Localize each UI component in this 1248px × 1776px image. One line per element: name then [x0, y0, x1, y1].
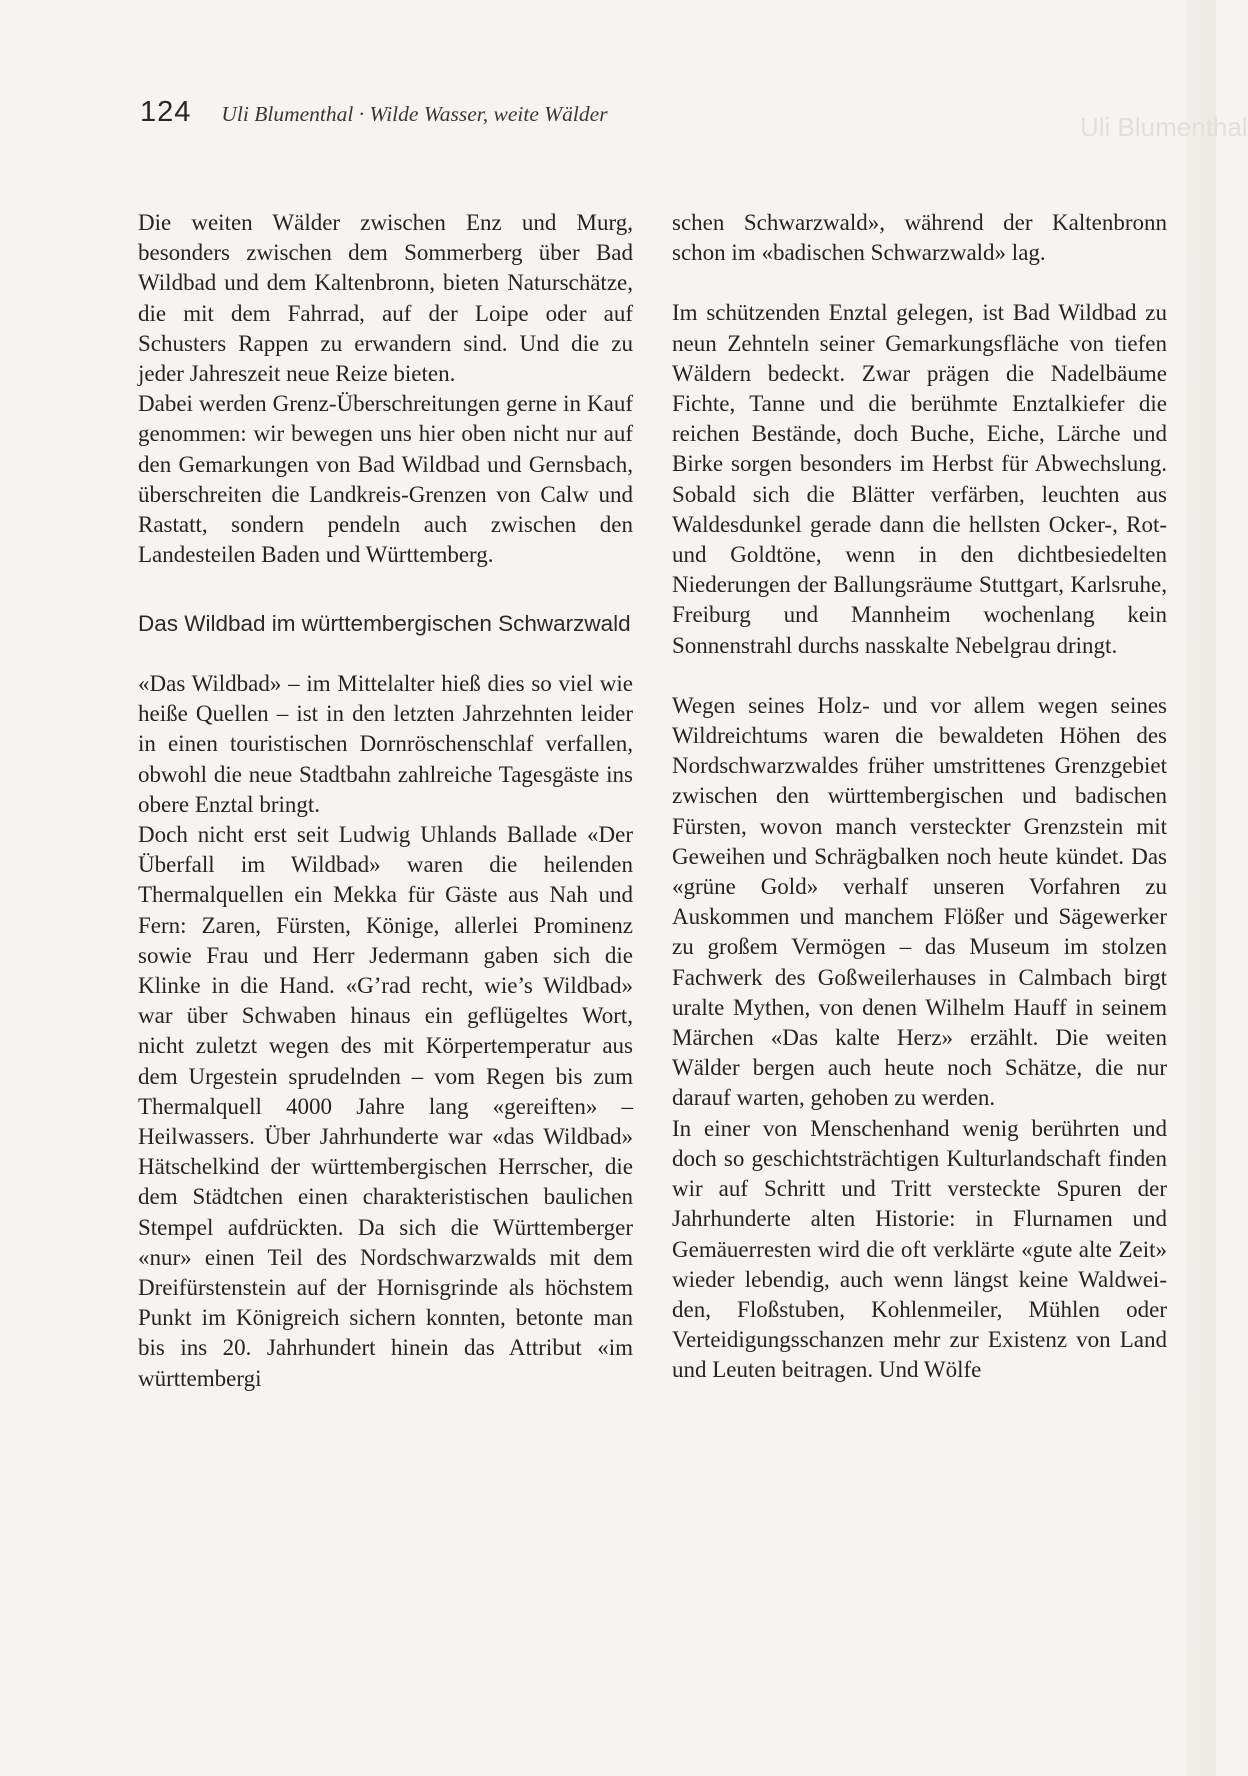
- paragraph: Wegen seines Holz- und vor allem wegen seines Wildreichtums waren die bewaldeten Höhen des Nordschwarzwaldes früher umstrittenes Grenzgebiet zwischen den württembergischen und badischen Fürsten, wovon manch versteckter Grenzstein mit Geweihen und Schrägbalken noch heute kündet. Das «grüne Gold» verhalf unseren Vorfahren zu Auskommen und manchem Flößer und Sägewerker zu großem Vermögen – das Museum im stolzen Fachwerk des Goßweilerhauses in Calmbach birgt uralte Mythen, von denen Wilhelm Hauff in seinem Märchen «Das kalte Herz» erzählt. Die weiten Wälder bergen auch heute noch Schätze, die nur darauf warten, gehoben zu werden.: [672, 692, 1167, 1111]
- show-through-text: Uli Blumenthal: [1080, 112, 1248, 142]
- right-column: [672, 208, 1167, 1386]
- paragraph: «Das Wildbad» – im Mittelalter hieß dies so viel wie heiße Quellen – ist in den letzten Jahrzehnten leider in einen touristischen Dornröschenschlaf verfallen, obwohl die neue Stadtbahn zahlreiche Tagesgäste ins obere Enztal bringt.: [138, 670, 633, 817]
- paragraph: schen Schwarzwald», während der Kaltenbronn schon im «badischen Schwarzwald» lag.: [672, 210, 1167, 266]
- running-title: Uli Blumenthal · Wilde Wasser, weite Wälder: [221, 102, 608, 126]
- page-number: 124: [140, 96, 192, 128]
- paragraph: Doch nicht erst seit Ludwig Uhlands Ballade «Der Überfall im Wildbad» waren die heilenden Thermalquellen ein Mekka für Gäste aus Nah und Fern: Zaren, Fürsten, Könige, allerlei Prominenz sowie Frau und Herr Jedermann gaben sich die Klinke in die Hand. «G’rad recht, wie’s Wildbad» war über Schwaben hinaus ein geflügeltes Wort, nicht zuletzt wegen des mit Körpertemperatur aus dem Urgestein sprudelnden – vom Regen bis zum Thermalquell 4000 Jahre lang «gereiften» – Heilwassers. Über Jahrhunderte war «das Wildbad» Hätschelkind der württembergischen Herrscher, die dem Städtchen einen charakteristischen baulichen Stempel aufdrückten. Da sich die Württemberger «nur» einen Teil des Nordschwarzwalds mit dem Dreifürstenstein auf der Hornisgrinde als höchstem Punkt im Königreich sichern konnten, betonte man bis ins 20. Jahrhundert hinein das Attribut «im württembergi: [138, 821, 633, 1391]
- running-head: [140, 96, 608, 136]
- paragraph: Die weiten Wälder zwischen Enz und Murg, besonders zwischen dem Sommerberg über Bad Wildbad und dem Kaltenbronn, bieten Naturschätze, die mit dem Fahrrad, auf der Loipe oder auf Schusters Rappen zu erwandern sind. Und die zu jeder Jahreszeit neue Reize bieten.: [138, 210, 633, 387]
- left-column: [138, 208, 633, 1394]
- page-edge: [1186, 0, 1216, 1776]
- section-heading: Das Wildbad im württembergischen Schwarzwald: [138, 611, 631, 637]
- paragraph: Im schützenden Enztal gelegen, ist Bad Wildbad zu neun Zehnteln seiner Gemarkungsfläche von tiefen Wäldern bedeckt. Zwar prägen die Nadelbäume Fichte, Tanne und die berühmte Enztalkiefer die reichen Bestände, doch Buche, Eiche, Lärche und Birke sorgen besonders im Herbst für Abwechslung. Sobald sich die Blätter verfärben, leuchten aus Waldesdunkel gerade dann die hellsten Ocker-, Rot- und Goldtöne, wenn in den dichtbesiedelten Niederungen der Ballungsräume Stuttgart, Karlsruhe, Freiburg und Mannheim wochenlang kein Sonnenstrahl durchs nasskalte Nebelgrau dringt.: [672, 300, 1167, 658]
- paragraph: Dabei werden Grenz-Überschreitungen gerne in Kauf genommen: wir bewegen uns hier oben nicht nur auf den Gemarkungen von Bad Wildbad und Gernsbach, überschreiten die Landkreis-Grenzen von Calw und Rastatt, sondern pendeln auch zwischen den Landesteilen Baden und Württemberg.: [138, 391, 633, 568]
- paragraph: In einer von Menschenhand wenig berührten und doch so geschichtsträchtigen Kulturlandschaft finden wir auf Schritt und Tritt versteckte Spuren der Jahrhunderte alten Historie: in Flurnamen und Gemäuerresten wird die oft verklärte «gute alte Zeit» wieder lebendig, auch wenn längst keine Waldweiden, Floßstuben, Kohlenmeiler, Mühlen oder Verteidigungsschanzen mehr zur Existenz von Land und Leuten beitragen. Und Wölfe: [672, 1115, 1167, 1383]
